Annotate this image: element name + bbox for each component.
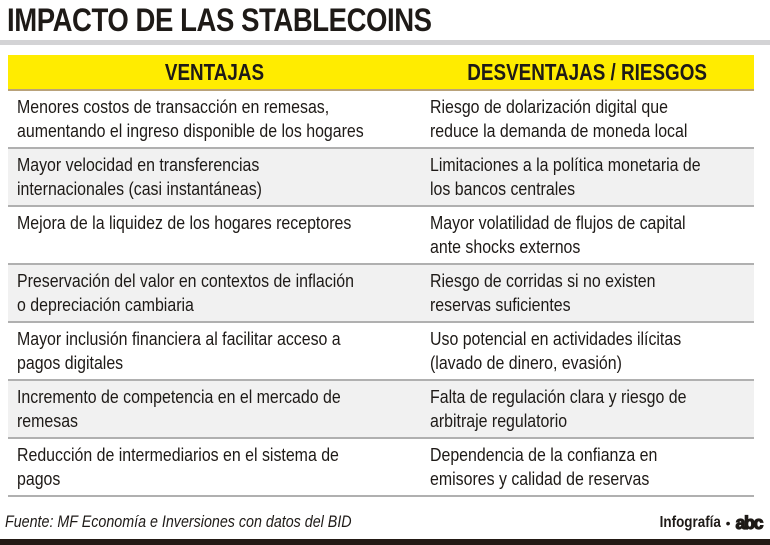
riesgo-cell [420,323,754,379]
table-row [8,91,754,149]
riesgo-line: reduce la demanda de moneda local [430,120,688,141]
riesgo-cell [420,149,754,205]
source-note: Fuente: MF Economía e Inversiones con datos del BID [5,512,352,531]
comparison-table [8,55,754,497]
riesgo-line: Falta de regulación clara y riesgo de [430,386,687,407]
ventaja-cell [8,323,420,379]
credit-label: Infografía [659,514,721,531]
riesgo-line: ante shocks externos [430,236,581,257]
credit [648,514,762,532]
table-row [8,323,754,381]
ventaja-line: Preservación del valor en contextos de inflación [17,270,354,291]
riesgo-line: Mayor volatilidad de flujos de capital [430,212,686,233]
ventaja-line: aumentando el ingreso disponible de los hogares [17,120,364,141]
bullet-separator-icon: • [725,515,731,531]
riesgo-cell [420,439,754,495]
bottom-bar [0,539,770,545]
title-divider [0,40,770,45]
ventaja-cell [8,149,420,205]
infographic-title: IMPACTO DE LAS STABLECOINS [7,2,432,38]
ventaja-cell [8,439,420,495]
riesgo-cell [420,265,754,321]
ventaja-cell [8,381,420,437]
table-row [8,381,754,439]
riesgo-line: arbitraje regulatorio [430,410,568,431]
table-row [8,149,754,207]
riesgo-line: Riesgo de corridas si no existen [430,270,656,291]
ventaja-line: Reducción de intermediarios en el sistema de [17,444,339,465]
ventaja-line: Mayor velocidad en transferencias [17,154,260,175]
header-ventajas [8,55,420,89]
riesgo-line: los bancos centrales [430,178,576,199]
header-ventajas-label: VENTAJAS [164,58,264,85]
table-row [8,207,754,265]
header-desventajas [420,55,754,89]
ventaja-line: Menores costos de transacción en remesas, [17,96,330,117]
riesgo-cell [420,91,754,147]
abc-logo: abc [735,513,762,533]
riesgo-line: Limitaciones a la política monetaria de [430,154,701,175]
riesgo-line: Riesgo de dolarización digital que [430,96,668,117]
ventaja-line: pagos [17,468,61,489]
ventaja-line: pagos digitales [17,352,124,373]
ventaja-line: o depreciación cambiaria [17,294,194,315]
ventaja-line: Mejora de la liquidez de los hogares receptores [17,212,352,233]
riesgo-line: emisores y calidad de reservas [430,468,650,489]
table-row [8,265,754,323]
ventaja-line: internacionales (casi instantáneas) [17,178,262,199]
riesgo-line: (lavado de dinero, evasión) [430,352,622,373]
riesgo-cell [420,207,754,263]
table-row [8,439,754,497]
header-desventajas-label: DESVENTAJAS / RIESGOS [467,58,707,85]
ventaja-cell [8,265,420,321]
riesgo-line: reservas suficientes [430,294,571,315]
riesgo-line: Uso potencial en actividades ilícitas [430,328,682,349]
riesgo-cell [420,381,754,437]
ventaja-line: remesas [17,410,79,431]
table-header [8,55,754,91]
ventaja-line: Mayor inclusión financiera al facilitar acceso a [17,328,341,349]
ventaja-cell [8,91,420,147]
ventaja-line: Incremento de competencia en el mercado de [17,386,341,407]
ventaja-cell [8,207,420,263]
riesgo-line: Dependencia de la confianza en [430,444,658,465]
